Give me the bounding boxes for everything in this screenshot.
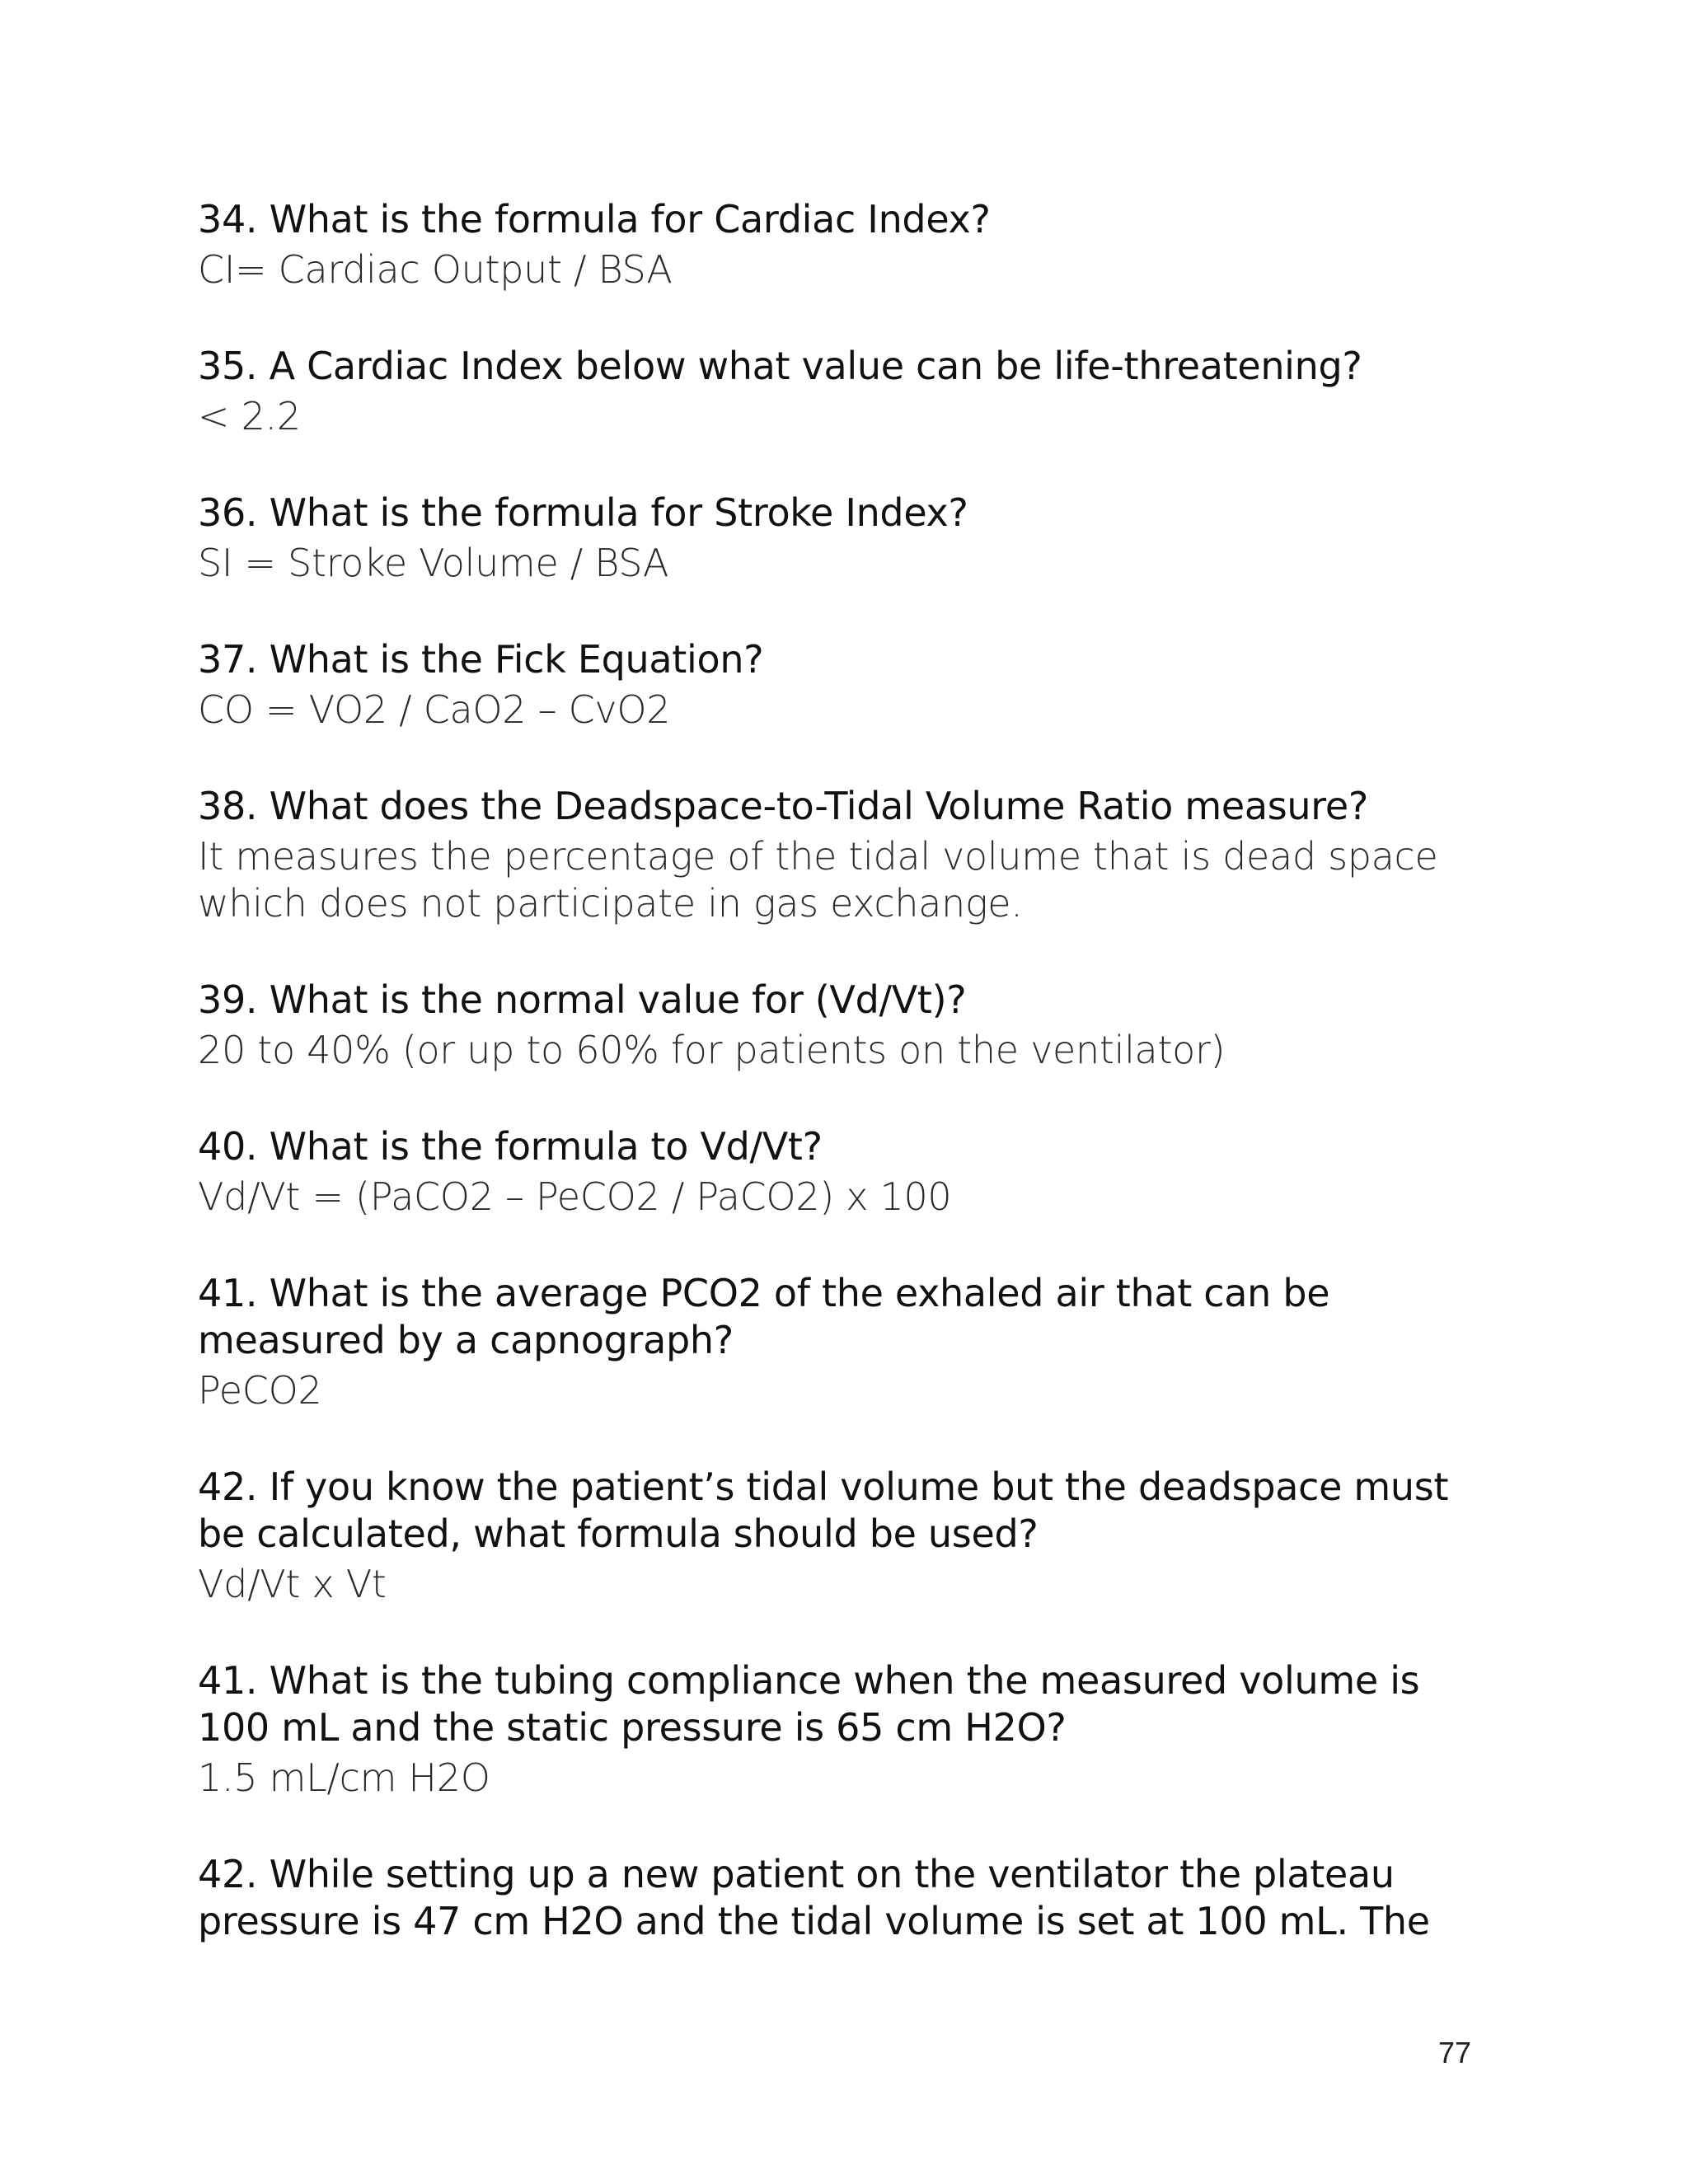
qa-item-34 — [198, 196, 1500, 293]
qa-item-40 — [198, 1123, 1500, 1221]
question-text: 40. What is the formula to Vd/Vt? — [198, 1124, 823, 1169]
qa-item-41b — [198, 1657, 1500, 1802]
answer-text: < 2.2 — [198, 394, 301, 438]
qa-item-36 — [198, 490, 1500, 587]
qa-item-37 — [198, 636, 1500, 733]
qa-item-42b — [198, 1851, 1500, 1945]
question-text: 42. While setting up a new patient on the ventilator the plateau pressure is 47 cm H2O and the tidal volume is set at 100 mL. The — [198, 1852, 1430, 1943]
qa-list — [198, 196, 1500, 1945]
answer-text: Vd/Vt = (PaCO2 – PeCO2 / PaCO2) x 100 — [198, 1174, 952, 1219]
question-text: 35. A Cardiac Index below what value can be life-threatening? — [198, 344, 1362, 388]
question-text: 42. If you know the patient’s tidal volume but the deadspace must be calculated, what formula should be used? — [198, 1465, 1449, 1556]
qa-item-41a — [198, 1270, 1500, 1414]
question-text: 37. What is the Fick Equation? — [198, 637, 764, 682]
answer-text: SI = Stroke Volume / BSA — [198, 541, 669, 585]
answer-text: It measures the percentage of the tidal volume that is dead space which does not participate in gas exchange. — [198, 834, 1438, 926]
qa-item-35 — [198, 343, 1500, 440]
qa-item-39 — [198, 977, 1500, 1074]
page-number: 77 — [1438, 2036, 1472, 2069]
qa-item-42a — [198, 1464, 1500, 1608]
question-text: 38. What does the Deadspace-to-Tidal Volume Ratio measure? — [198, 784, 1368, 828]
question-text: 34. What is the formula for Cardiac Index? — [198, 197, 991, 241]
answer-text: PeCO2 — [198, 1368, 322, 1413]
question-text: 41. What is the average PCO2 of the exhaled air that can be measured by a capnograph? — [198, 1271, 1330, 1362]
answer-text: 1.5 mL/cm H2O — [198, 1755, 490, 1800]
question-text: 36. What is the formula for Stroke Index? — [198, 490, 968, 535]
qa-item-38 — [198, 783, 1500, 927]
question-text: 39. What is the normal value for (Vd/Vt)? — [198, 977, 967, 1022]
answer-text: 20 to 40% (or up to 60% for patients on the ventilator) — [198, 1028, 1226, 1072]
question-text: 41. What is the tubing compliance when the measured volume is 100 mL and the static pressure is 65 cm H2O? — [198, 1658, 1420, 1750]
answer-text: CI= Cardiac Output / BSA — [198, 247, 673, 292]
answer-text: Vd/Vt x Vt — [198, 1562, 387, 1606]
answer-text: CO = VO2 / CaO2 – CvO2 — [198, 687, 671, 732]
